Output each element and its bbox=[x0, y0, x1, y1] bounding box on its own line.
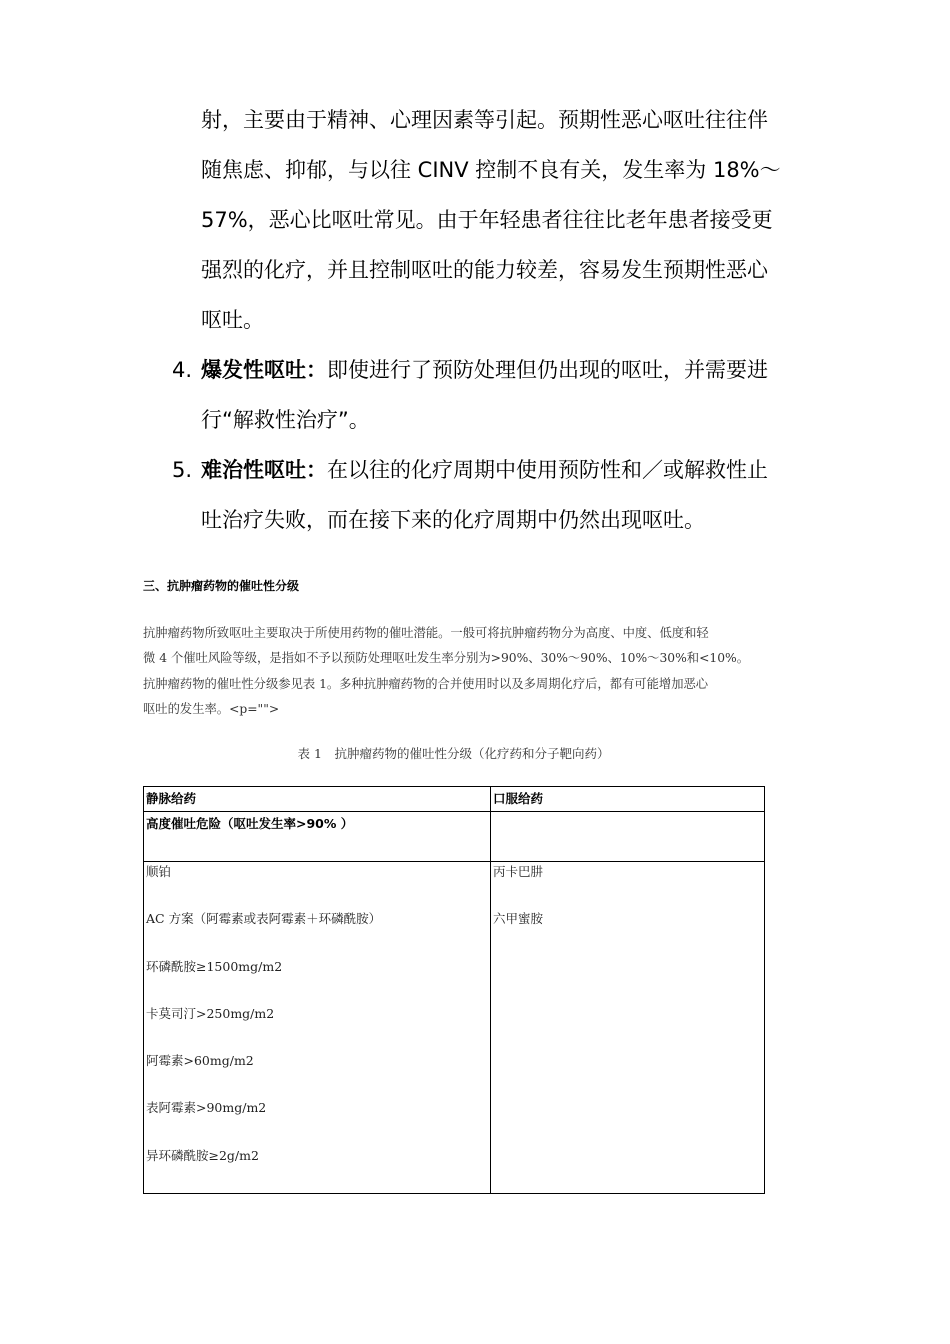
risk-level-label: 高度催吐危险（呕吐发生率>90% ） bbox=[144, 812, 491, 862]
section-paragraph bbox=[143, 621, 809, 722]
header-iv: 静脉给药 bbox=[144, 787, 491, 812]
list-item-line bbox=[201, 345, 811, 395]
list-number: 5. bbox=[172, 458, 193, 482]
paragraph-line: 抗肿瘤药物的催吐性分级参见表 1。多种抗肿瘤药物的合并使用时以及多周期化疗后，都有可能增加恶心 bbox=[143, 676, 709, 691]
list-number: 4. bbox=[172, 358, 193, 382]
header-oral: 口服给药 bbox=[491, 787, 765, 812]
intro-line: 57%，恶心比呕吐常见。由于年轻患者往往比老年患者接受更 bbox=[201, 208, 773, 232]
paragraph-line: 微 4 个催吐风险等级，是指如不予以预防处理呕吐发生率分别为>90%、30%～90%、10%～30%和<10%。 bbox=[143, 651, 750, 666]
section-heading: 三、抗肿瘤药物的催吐性分级 bbox=[143, 579, 300, 593]
table-caption: 表 1 抗肿瘤药物的催吐性分级（化疗药和分子靶向药） bbox=[297, 746, 610, 761]
intro-line: 呕吐。 bbox=[201, 308, 264, 332]
iv-drug-list bbox=[144, 862, 491, 1194]
intro-line: 强烈的化疗，并且控制呕吐的能力较差，容易发生预期性恶心 bbox=[201, 258, 768, 282]
iv-drug: 表阿霉素>90mg/m2 bbox=[146, 1100, 267, 1116]
iv-drug: 卡莫司汀>250mg/m2 bbox=[146, 1005, 275, 1021]
iv-drug: 阿霉素>60mg/m2 bbox=[146, 1053, 254, 1069]
list-item-line: 吐治疗失败，而在接下来的化疗周期中仍然出现呕吐。 bbox=[201, 508, 705, 532]
oral-drug: 丙卡巴肼 bbox=[493, 864, 544, 879]
table-risk-row bbox=[144, 812, 765, 862]
list-definition: 在以往的化疗周期中使用预防性和／或解救性止 bbox=[327, 458, 768, 482]
iv-drug: 顺铂 bbox=[146, 864, 172, 879]
iv-drug: 环磷酰胺≥1500mg/m2 bbox=[146, 958, 283, 974]
table-row bbox=[144, 862, 765, 1194]
intro-line: 随焦虑、抑郁，与以往 CINV 控制不良有关，发生率为 18%～ bbox=[201, 158, 781, 182]
risk-level-empty-cell bbox=[491, 812, 765, 862]
iv-drug: AC 方案（阿霉素或表阿霉素＋环磷酰胺） bbox=[146, 911, 382, 927]
emetogenicity-table bbox=[143, 786, 765, 1194]
intro-line: 射，主要由于精神、心理因素等引起。预期性恶心呕吐往往伴 bbox=[201, 108, 768, 132]
iv-drug: 异环磷酰胺≥2g/m2 bbox=[146, 1147, 259, 1163]
oral-drug-list bbox=[491, 862, 765, 1194]
list-term: 爆发性呕吐： bbox=[201, 358, 327, 382]
table-header-row bbox=[144, 787, 765, 812]
list-item-line bbox=[201, 445, 811, 495]
list-item-line: 行“解救性治疗”。 bbox=[201, 408, 370, 432]
oral-drug: 六甲蜜胺 bbox=[493, 911, 544, 927]
paragraph-line: 呕吐的发生率。<p=""> bbox=[143, 701, 280, 716]
list-definition: 即使进行了预防处理但仍出现的呕吐，并需要进 bbox=[327, 358, 768, 382]
list-term: 难治性呕吐： bbox=[201, 458, 327, 482]
paragraph-line: 抗肿瘤药物所致呕吐主要取决于所使用药物的催吐潜能。一般可将抗肿瘤药物分为高度、中度、低度和轻 bbox=[143, 626, 709, 640]
